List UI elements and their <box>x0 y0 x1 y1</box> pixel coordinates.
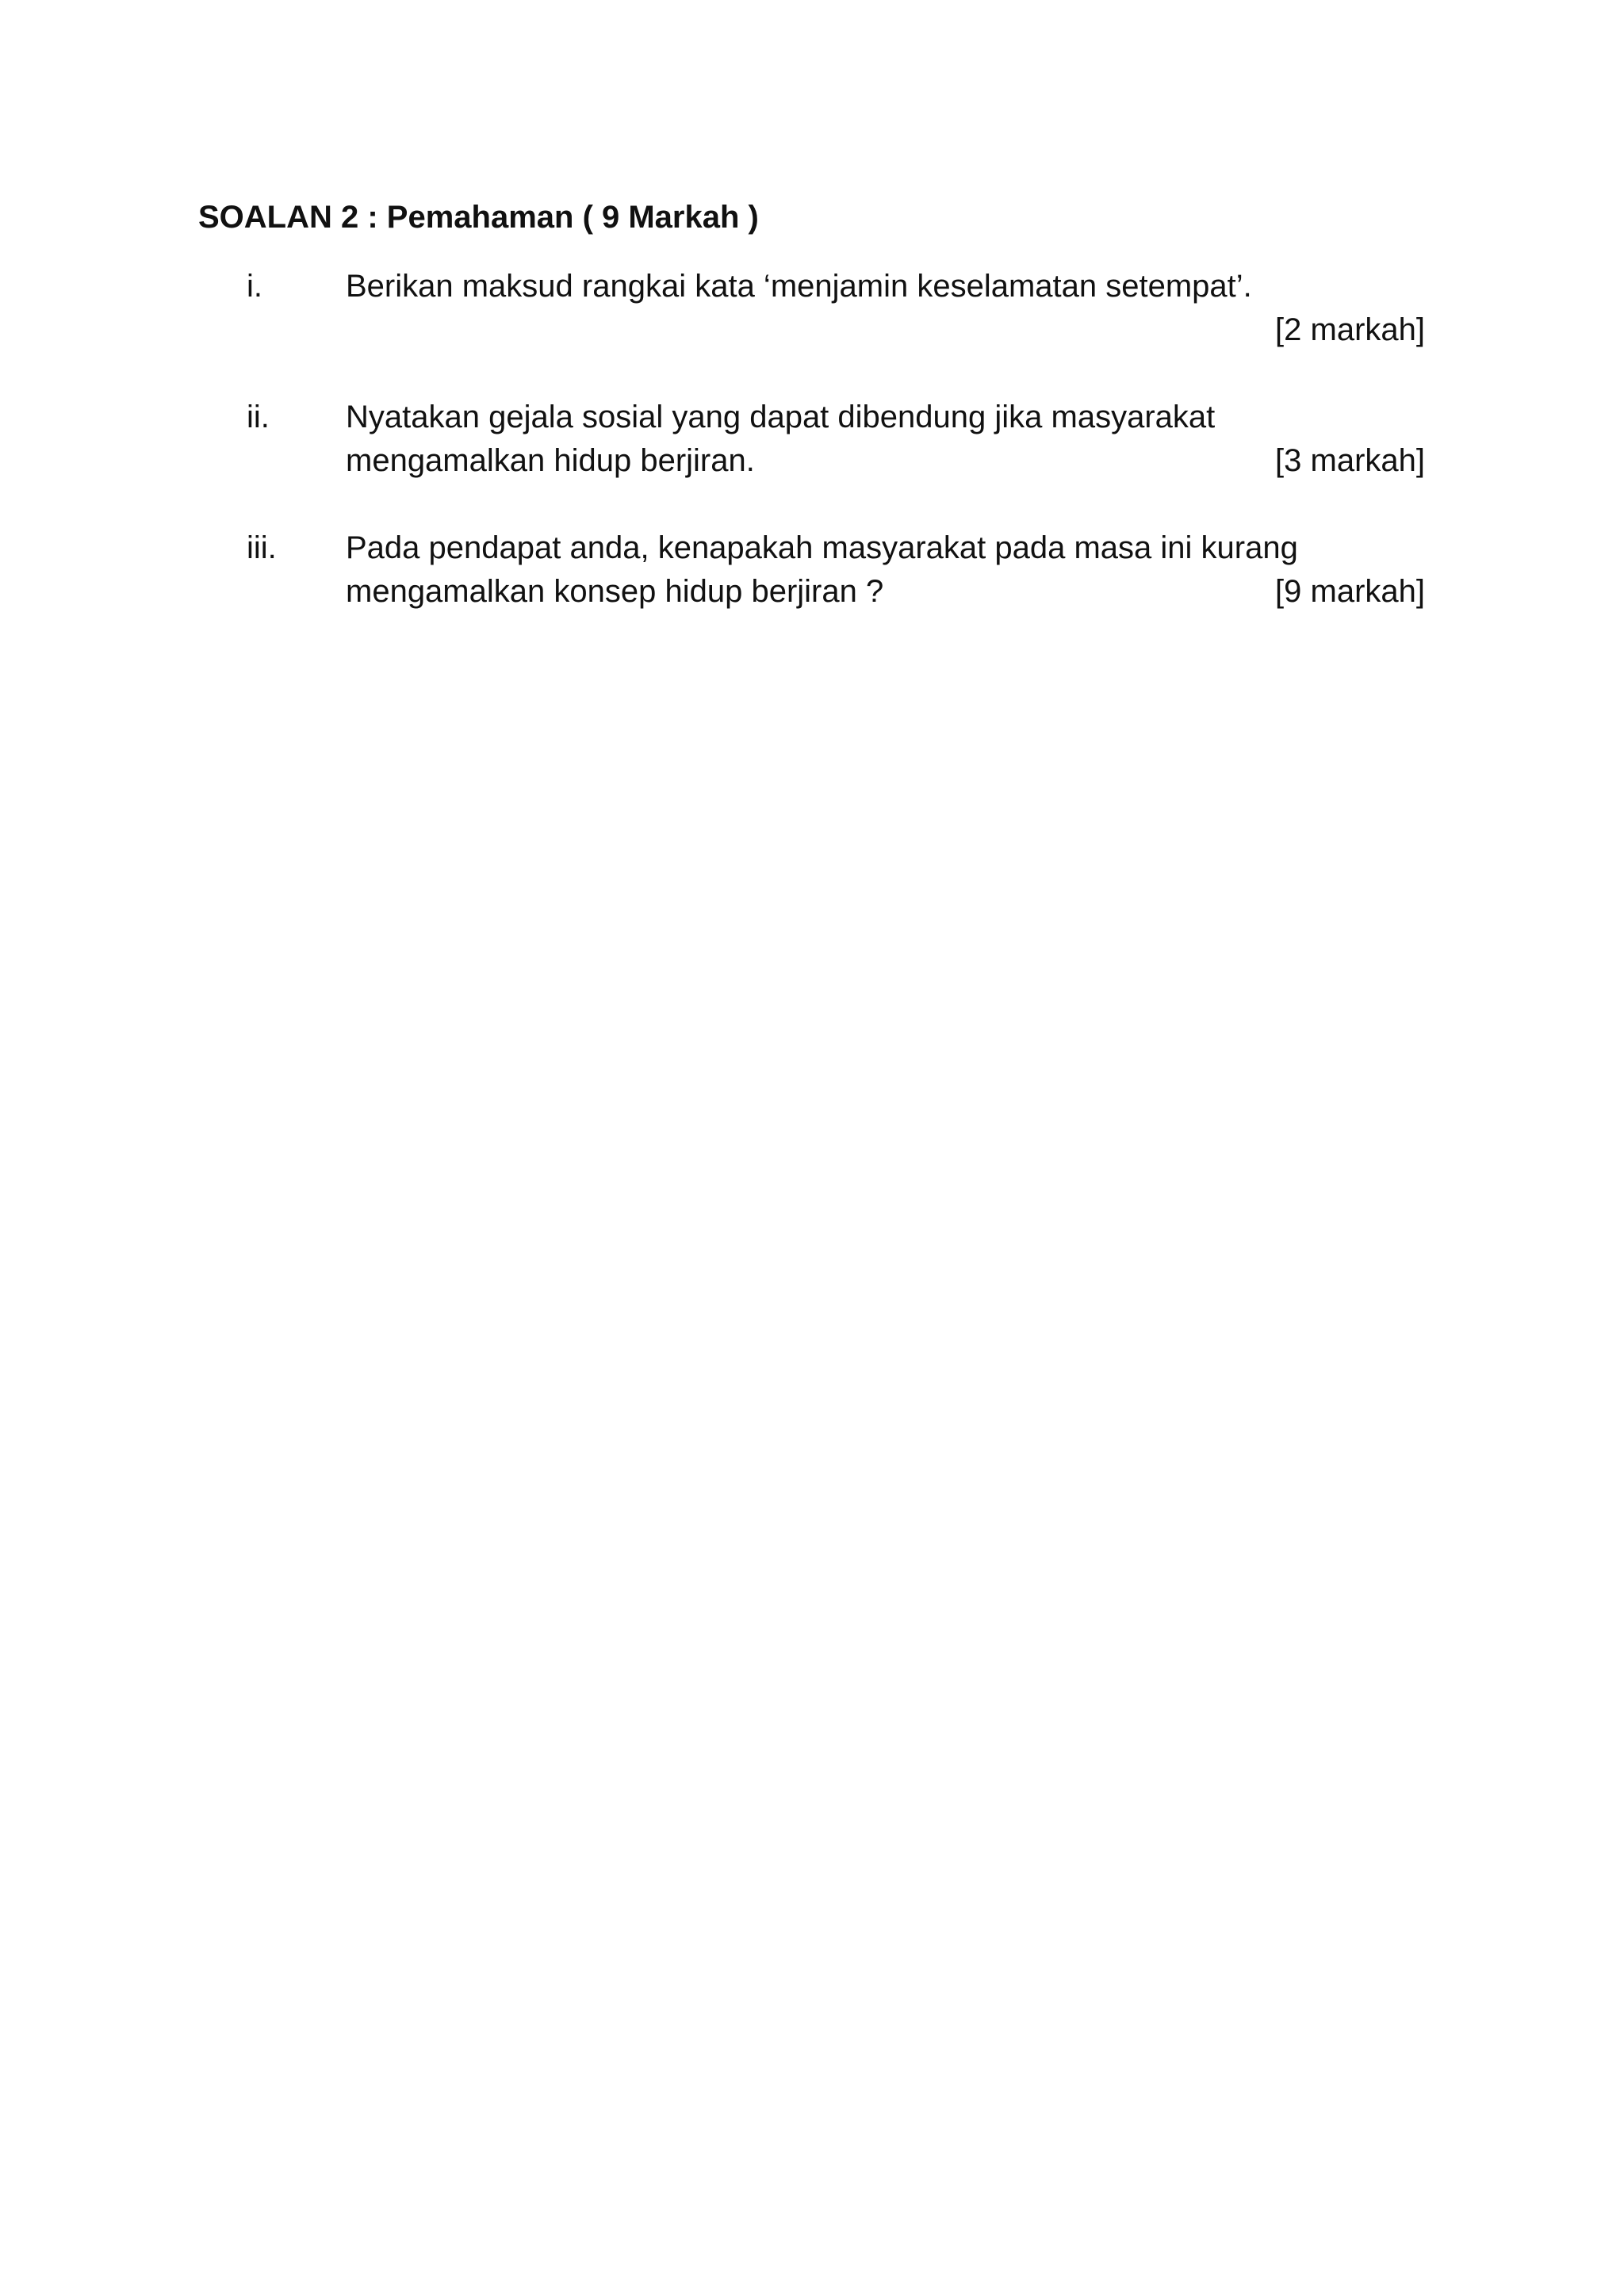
question-text-line: mengamalkan hidup berjiran. <box>346 443 755 478</box>
question-marks: [3 markah] <box>1275 443 1425 478</box>
question-text-line: Berikan maksud rangkai kata ‘menjamin keselamatan setempat’. <box>346 269 1252 304</box>
question-text-line: mengamalkan konsep hidup berjiran ? <box>346 574 884 609</box>
question-text-line: Pada pendapat anda, kenapakah masyarakat pada masa ini kurang <box>346 530 1298 565</box>
question-number: ii. <box>247 400 270 434</box>
question-number: i. <box>247 269 262 304</box>
question-text-line: Nyatakan gejala sosial yang dapat dibendung jika masyarakat <box>346 400 1216 434</box>
question-marks: [2 markah] <box>1275 312 1425 347</box>
question-number: iii. <box>247 530 277 565</box>
section-heading: SOALAN 2 : Pemahaman ( 9 Markah ) <box>198 200 759 235</box>
question-marks: [9 markah] <box>1275 574 1425 609</box>
